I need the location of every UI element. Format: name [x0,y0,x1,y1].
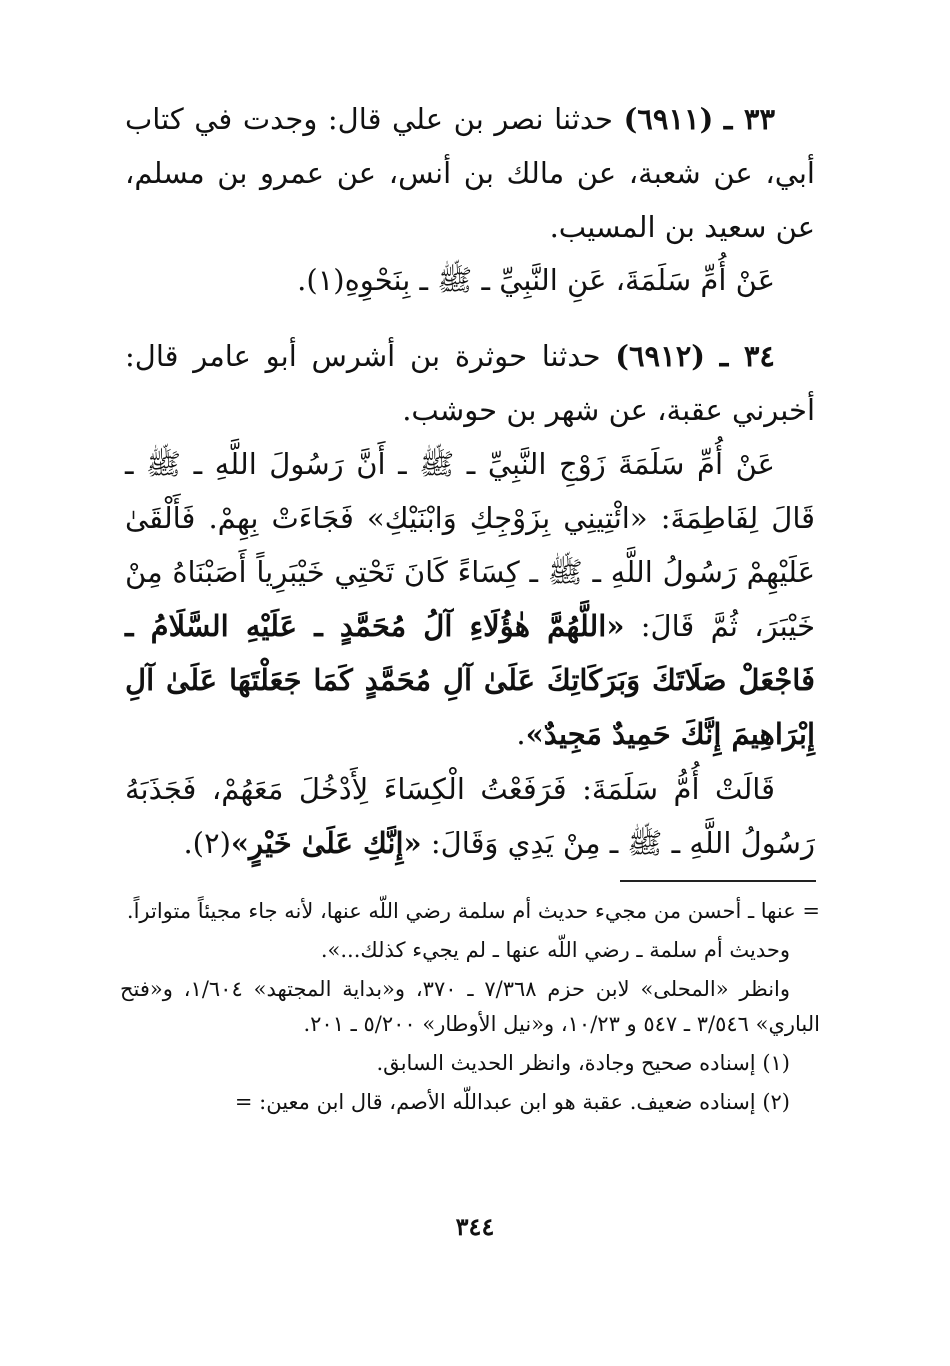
hadith-34-isnad-block [125,329,815,437]
hadith-34-matn [125,437,815,761]
hadith-33-isnad [125,92,815,254]
hadith-34-matn-middle: فَجَاءَتْ بِهِمْ. فَأَلْقَىٰ عَلَيْهِمْ رَسُولُ اللَّهِ ـ ﷺ ـ كِسَاءً كَانَ تَحْتِي خَيْبَرِياً أَصَبْنَاهُ مِنْ خَيْبَرَ، ثُمَّ قَالَ: [125,501,816,643]
hadith-34-continuation-quote: «إِنَّكِ عَلَىٰ خَيْرٍ» [230,826,422,860]
hadith-34-continuation [125,762,815,870]
hadith-34-continuation-end: (٢). [183,826,231,860]
footnote-continuation-3: وانظر «المحلى» لابن حزم ٧/٣٦٨ ـ ٣٧٠، و«بداية المجتهد» ١/٦٠٤، و«فتح الباري» ٣/٥٤٦ ـ ٥٤٧ و ١٠/٢٣، و«نيل الأوطار» ٥/٢٠٠ ـ ٢٠١. [120,977,820,1036]
hadith-34-continuation-block [125,762,815,870]
hadith-34-isnad [125,329,815,437]
footnote-continuation-1: = عنها ـ أحسن من مجيء حديث أم سلمة رضي اللّه عنها، لأنه جاء مجيئاً متواتراً. [126,899,820,923]
hadith-33-isnad-block [125,92,815,254]
hadith-33-number: ٣٣ ـ [723,102,776,136]
hadith-34-reference: (٦٩١٢) [615,339,706,373]
hadith-34-continuation-text: قَالَتْ أُمُّ سَلَمَةَ: فَرَفَعْتُ الْكِسَاءَ لِأَدْخُلَ مَعَهُمْ، فَجَذَبَهُ رَسُولُ اللَّهِ ـ ﷺ ـ مِنْ يَدِي وَقَالَ: [125,772,815,860]
hadith-34-matn-block [125,437,815,761]
hadith-33-matn-block [125,253,815,307]
footnote-continuation-2: وحديث أم سلمة ـ رضي اللّه عنها ـ لم يجيء كذلك...». [320,938,790,962]
hadith-34-quote-1: «ائْتِينِي بِزَوْجِكِ وَابْنَيْكِ» [366,501,648,535]
hadith-34-matn-end: . [516,717,526,751]
hadith-34-quote-2: «اللَّهُمَّ هٰؤُلَاءِ آلُ مُحَمَّدٍ ـ عَلَيْهِ السَّلَامُ ـ فَاجْعَلْ صَلَاتَكَ وَبَرَكَاتِكَ عَلَىٰ آلِ مُحَمَّدٍ كَمَا جَعَلْتَهَا عَلَىٰ آلِ إِبْرَاهِيمَ إِنَّكَ حَمِيدٌ مَجِيدٌ» [125,609,815,751]
hadith-34-isnad-text: حدثنا حوثرة بن أشرس أبو عامر قال: أخبرني عقبة، عن شهر بن حوشب. [125,339,815,427]
footnote-2: (٢) إسناده ضعيف. عقبة هو ابن عبداللّه الأصم، قال ابن معين: = [234,1090,790,1114]
hadith-33-reference: (٦٩١١) [623,102,714,136]
hadith-33-matn: عَنْ أُمِّ سَلَمَةَ، عَنِ النَّبِيِّ ـ ﷺ ـ بِنَحْوِهِ(١). [297,263,775,297]
page-number: ٣٤٤ [455,1212,495,1241]
hadith-33-isnad-text: حدثنا نصر بن علي قال: وجدت في كتاب أبي، عن شعبة، عن مالك بن أنس، عن عمرو بن مسلم، عن سعيد بن المسيب. [125,102,815,244]
footnotes [120,894,820,1124]
hadith-34-matn-intro: عَنْ أُمِّ سَلَمَةَ زَوْجِ النَّبِيِّ ـ ﷺ ـ أَنَّ رَسُولَ اللَّهِ ـ ﷺ ـ قَالَ لِفَاطِمَةَ: [125,447,816,535]
footnote-1: (١) إسناده صحيح وجادة، وانظر الحديث السابق. [376,1051,790,1075]
hadith-34-number: ٣٤ ـ [719,339,775,373]
footnote-separator [620,880,816,882]
